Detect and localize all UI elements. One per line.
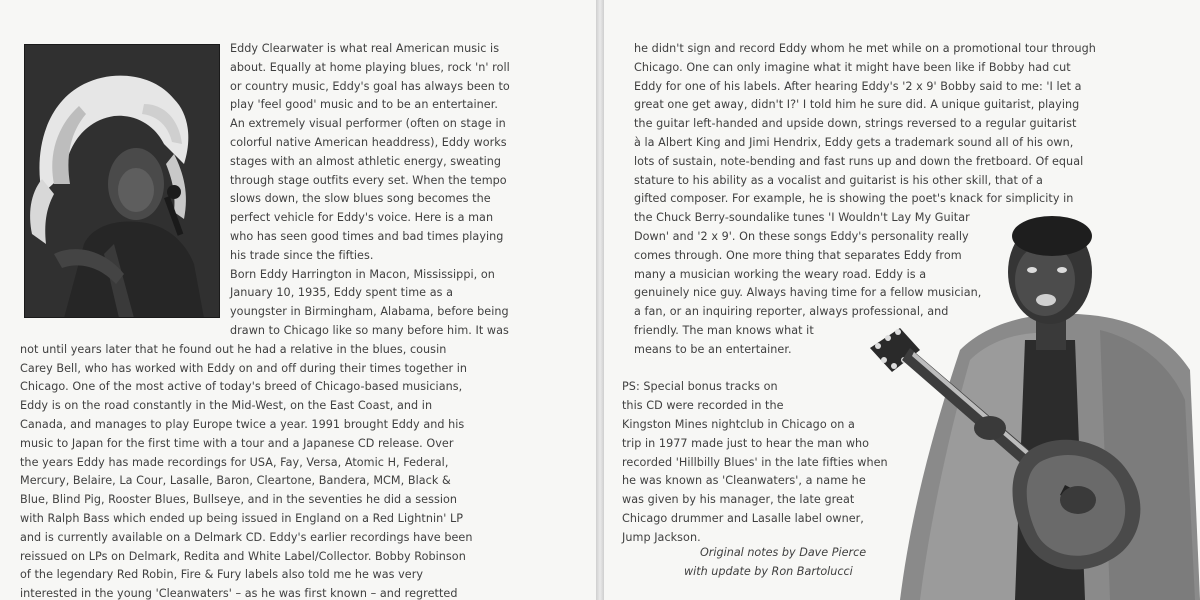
right-page: [604, 0, 1200, 600]
text-line: colorful native American headdress), Eddy works: [230, 136, 507, 149]
text-line: of the legendary Red Robin, Fire & Fury labels also told me he was very: [20, 568, 424, 582]
text-line: reissued on LPs on Delmark, Redita and White Label/Collector. Bobby Robinson: [20, 549, 466, 563]
text-line: slows down, the slow blues song becomes the: [230, 192, 491, 206]
text-line: play 'feel good' music and to be an entertainer.: [230, 98, 498, 112]
text-line: or country music, Eddy's goal has always been to: [230, 79, 510, 93]
text-line: many a musician working the weary road. Eddy is a: [634, 267, 927, 281]
text-line: and is currently available on a Delmark CD. Eddy's earlier recordings have been: [20, 530, 473, 544]
text-line: Eddy for one of his labels. After hearing Eddy's '2 x 9' Bobby said to me: 'I let a: [634, 79, 1082, 93]
text-line: through stage outfits every set. When the tempo: [230, 173, 507, 187]
text-line: Chicago. One can only imagine what it might have been like if Bobby had cut: [634, 60, 1071, 74]
text-line: this CD were recorded in the: [622, 399, 784, 413]
headdress-performer-image: [24, 44, 220, 318]
left-page: [0, 0, 596, 600]
text-line: An extremely visual performer (often on stage in: [230, 117, 506, 131]
text-line: was given by his manager, the late great: [622, 493, 855, 507]
text-line: January 10, 1935, Eddy spent time as a: [230, 286, 454, 300]
text-line: Mercury, Belaire, La Cour, Lasalle, Baron, Cleartone, Bandera, MCM, Black &: [20, 474, 451, 488]
text-line: Blue, Blind Pig, Rooster Blues, Bullseye, and in the seventies he did a session: [20, 493, 458, 507]
text-line: drawn to Chicago like so many before him. It was: [230, 324, 509, 337]
guitarist-image: [840, 200, 1200, 600]
text-line: who has seen good times and bad times playing: [230, 230, 504, 243]
text-line: interested in the young 'Cleanwaters' – as he was first known – and regretted: [20, 587, 458, 600]
text-line: Chicago. One of the most active of today's breed of Chicago-based musicians,: [20, 380, 463, 394]
text-line: the years Eddy has made recordings for USA, Fay, Versa, Atomic H, Federal,: [20, 455, 449, 469]
text-line: Carey Bell, who has worked with Eddy on and off during their times together in: [20, 361, 468, 375]
text-line: music to Japan for the first time with a tour and a Japanese CD release. Over: [20, 436, 454, 450]
text-line: perfect vehicle for Eddy's voice. Here is a man: [230, 211, 494, 225]
text-line: Kingston Mines nightclub in Chicago on a: [622, 418, 855, 431]
text-line: with Ralph Bass which ended up being issued in England on a Red Lightnin' LP: [20, 512, 464, 525]
text-line: the Chuck Berry-soundalike tunes 'I Wouldn't Lay My Guitar: [634, 211, 970, 225]
text-line: his trade since the fifties.: [230, 248, 374, 262]
text-line: a fan, or an inquiring reporter, always professional, and: [634, 305, 949, 319]
text-line: à la Albert King and Jimi Hendrix, Eddy gets a trademark sound all of his own,: [634, 136, 1074, 149]
text-line: recorded 'Hillbilly Blues' in the late fifties when: [622, 455, 888, 469]
text-line: great one get away, didn't I?' I told him he sure did. A unique guitarist, playing: [634, 98, 1080, 112]
text-line: gifted composer. For example, he is showing the poet's knack for simplicity in: [634, 192, 1074, 206]
text-line: about. Equally at home playing blues, rock 'n' roll: [230, 60, 510, 74]
text-line: friendly. The man knows what it: [634, 324, 814, 337]
text-line: means to be an entertainer.: [634, 342, 792, 356]
text-line: Born Eddy Harrington in Macon, Mississippi, on: [230, 267, 495, 281]
text-line: he was known as 'Cleanwaters', a name he: [622, 474, 866, 488]
credit-line: Original notes by Dave Pierce: [700, 546, 867, 559]
text-line: trip in 1977 made just to hear the man who: [622, 436, 870, 450]
text-line: PS: Special bonus tracks on: [622, 380, 778, 394]
text-line: Jump Jackson.: [622, 530, 701, 544]
text-line: genuinely nice guy. Always having time for a fellow musician,: [634, 286, 982, 300]
text-line: Canada, and manages to play Europe twice a year. 1991 brought Eddy and his: [20, 418, 465, 431]
text-line: Eddy is on the road constantly in the Mid-West, on the East Coast, and in: [20, 399, 433, 413]
book-gutter: [596, 0, 604, 600]
text-line: youngster in Birmingham, Alabama, before being: [230, 305, 509, 319]
text-line: stages with an almost athletic energy, sweating: [230, 154, 502, 168]
text-line: Eddy Clearwater is what real American music is: [230, 42, 500, 55]
text-line: the guitar left-handed and upside down, strings reversed to a regular guitarist: [634, 117, 1077, 131]
credit-line: with update by Ron Bartolucci: [684, 565, 853, 578]
text-line: stature to his ability as a vocalist and guitarist is his other skill, that of a: [634, 173, 1043, 187]
text-line: he didn't sign and record Eddy whom he met while on a promotional tour through: [634, 42, 1096, 55]
text-line: comes through. One more thing that separates Eddy from: [634, 248, 962, 262]
guitarist-photo: [840, 200, 1200, 600]
text-line: not until years later that he found out he had a relative in the blues, cousin: [20, 342, 447, 356]
headdress-performer-photo: [24, 44, 220, 318]
text-line: Chicago drummer and Lasalle label owner,: [622, 512, 864, 525]
text-line: Down' and '2 x 9'. On these songs Eddy's personality really: [634, 230, 969, 243]
text-line: lots of sustain, note-bending and fast runs up and down the fretboard. Of equal: [634, 154, 1084, 168]
